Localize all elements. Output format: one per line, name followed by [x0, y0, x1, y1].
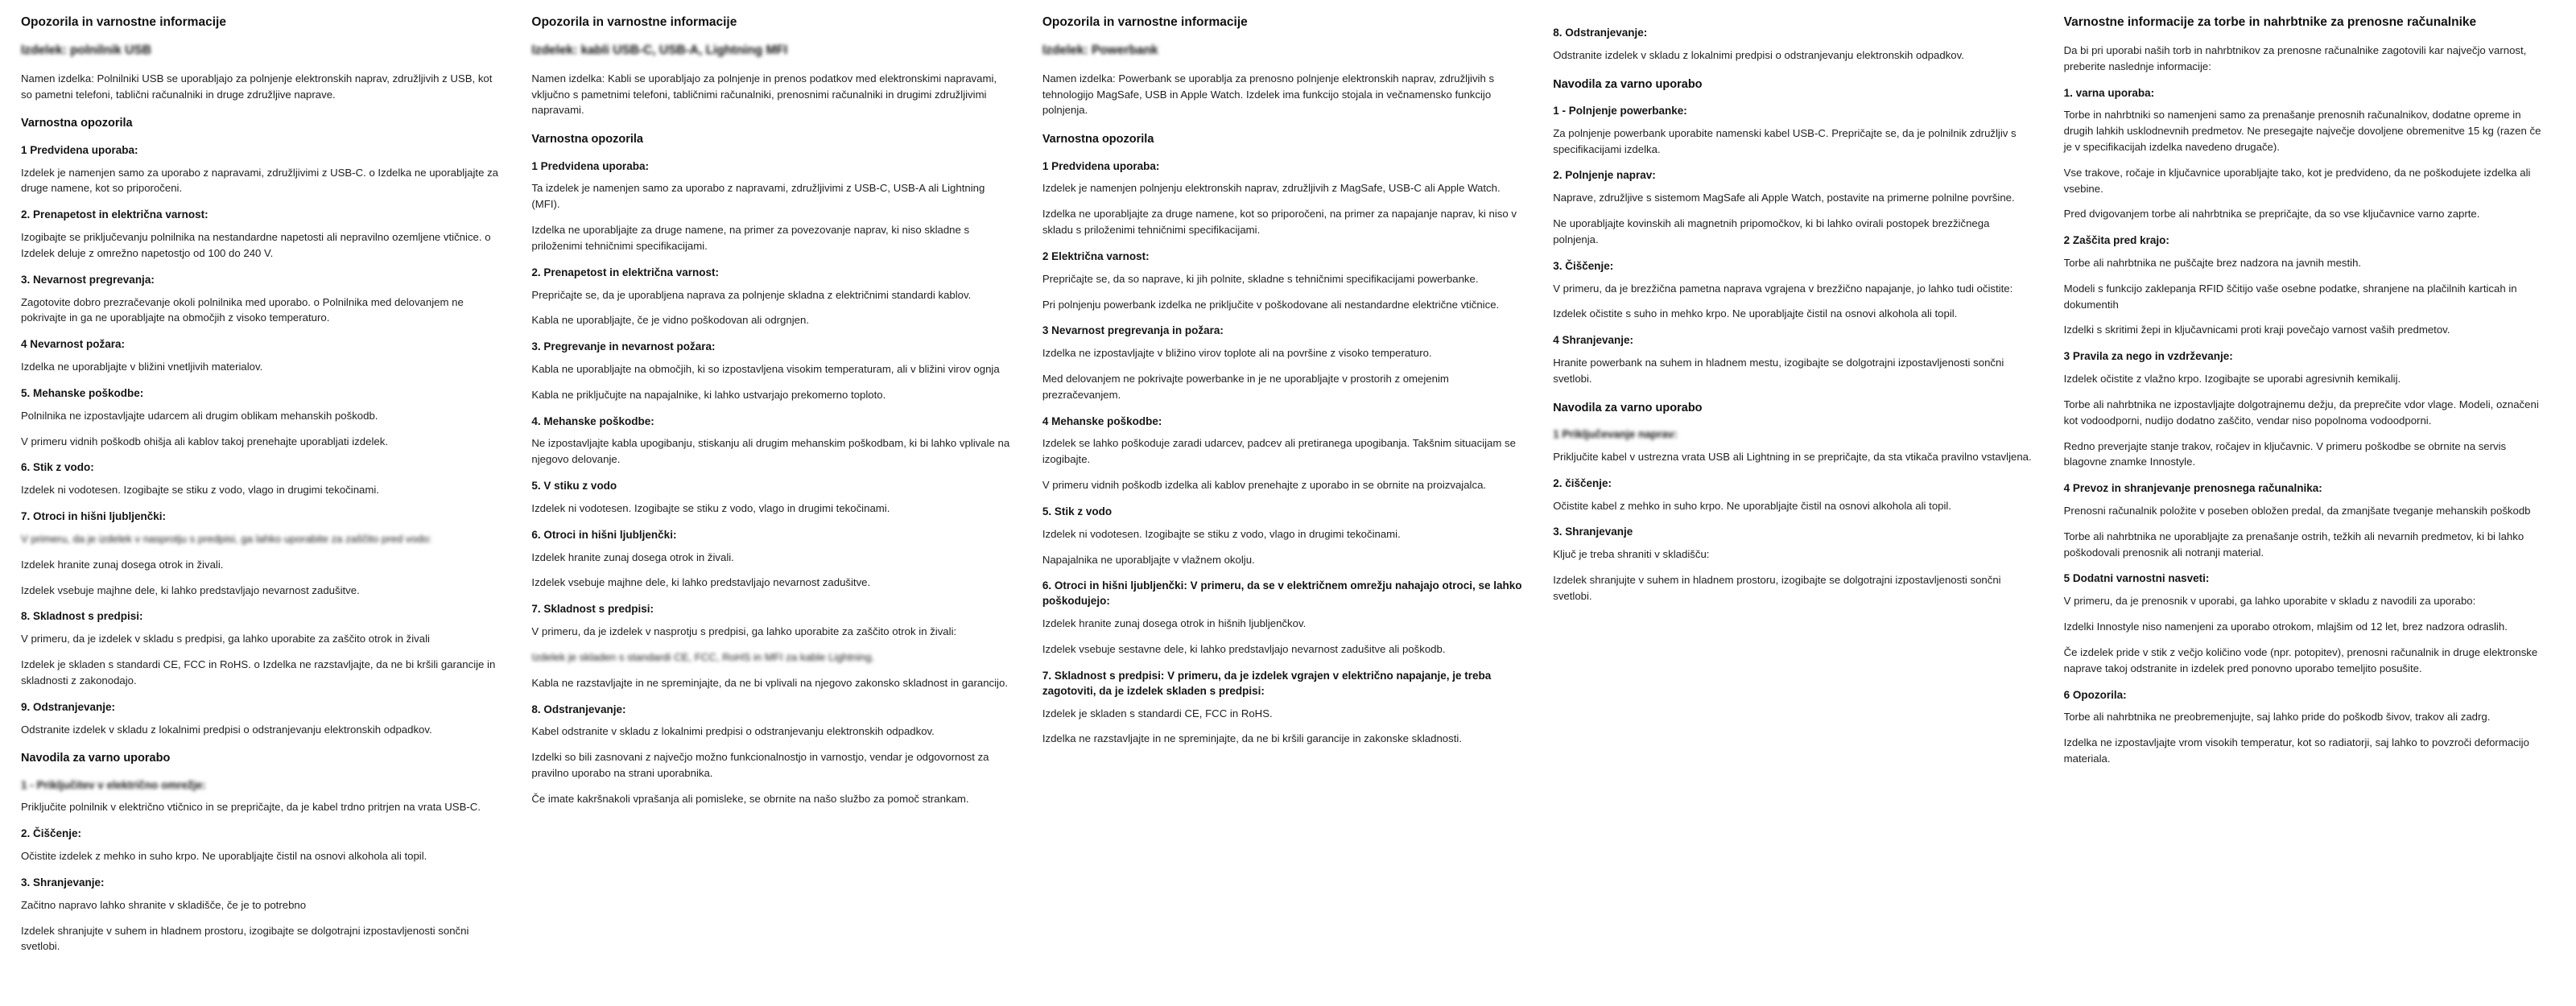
- column-usb-charger: [11, 14, 522, 1006]
- subsection-heading: 3. Shranjevanje:: [21, 876, 105, 888]
- subsection-heading: 8. Skladnost s predpisi:: [21, 610, 143, 623]
- subsection-heading: 3 Pravila za nego in vzdrževanje:: [2063, 350, 2233, 363]
- paragraph: Kabla ne uporabljajte, če je vidno poškodovan ali odrgnjen.: [531, 314, 809, 327]
- paragraph: Za polnjenje powerbank uporabite namenski kabel USB-C. Prepričajte se, da je polnilnik združljiv s specifikacijami izdelka.: [1553, 126, 2017, 155]
- section-heading: Navodila za varno uporabo: [21, 752, 171, 765]
- paragraph: Izdelek vsebuje majhne dele, ki lahko predstavljajo nevarnost zadušitve.: [531, 576, 871, 589]
- subsection-heading: 9. Odstranjevanje:: [21, 700, 116, 713]
- subsection-heading: 2. Prenapetost in električna varnost:: [21, 208, 208, 221]
- paragraph: Naprave, združljive s sistemom MagSafe ali Apple Watch, postavite na primerne polnilne površine.: [1553, 192, 2015, 204]
- paragraph: Izdelek shranjujte v suhem in hladnem prostoru, izogibajte se dolgotrajni izpostavljenosti sončni svetlobi.: [1553, 574, 2001, 602]
- section-title: Varnostne informacije za torbe in nahrbtnike za prenosne računalnike: [2063, 15, 2477, 29]
- paragraph: Začitno napravo lahko shranite v skladišče, če je to potrebno: [21, 898, 307, 911]
- paragraph: Če imate kakršnakoli vprašanja ali pomisleke, se obrnite na našo službo za pomoč strankam.: [531, 792, 969, 805]
- subsection-heading: 1 Predvidena uporaba:: [531, 159, 649, 172]
- paragraph: Izdelki so bili zasnovani z največjo možno funkcionalnostjo in varnostjo, vendar je odgovornost za pravilno uporabo na strani uporabnika.: [531, 751, 989, 779]
- paragraph: Torbe in nahrbtniki so namenjeni samo za prenašanje prenosnih računalnikov, dodatne opreme in drugih lahkih usklodnevnih predmetov. Ne presegajte največje dovoljene obremenitve 15 kg (razen če je v specifikacijah izdelka navedeno drugače).: [2063, 109, 2541, 153]
- paragraph: Pri polnjenju powerbank izdelka ne priključite v poškodovane ali nestandardne električne vtičnice.: [1042, 298, 1500, 311]
- subsection-heading: 2. Polnjenje naprav:: [1553, 169, 1656, 182]
- paragraph: Izdelek hranite zunaj dosega otrok in živali.: [531, 550, 734, 563]
- column-powerbank: [1033, 14, 1543, 1006]
- paragraph: Torbe ali nahrbtnika ne preobremenjujte, saj lahko pride do poškodb šivov, trakov ali zadrg.: [2063, 711, 2491, 724]
- paragraph: Izdelki Innostyle niso namenjeni za uporabo otrokom, mlajšim od 12 let, brez nadzora odraslih.: [2063, 621, 2508, 633]
- paragraph: V primeru, da je izdelek v nasprotju s predpisi, ga lahko uporabite za zaščito pred vodo:: [21, 532, 432, 545]
- paragraph: Izdelka ne izpostavljajte v bližino virov toplote ali na površine z visoko temperaturo.: [1042, 347, 1432, 360]
- paragraph: Izdelka ne uporabljajte za druge namene, kot so priporočeni, na primer za napajanje naprav, ki niso v skladu s priloženimi tehničnimi specifikacijami.: [1042, 208, 1517, 237]
- paragraph: Namen izdelka: Powerbank se uporablja za prenosno polnjenje elektronskih naprav, združljivih s tehnologijo MagSafe, USB in Apple Watch. Izdelek ima funkcijo stojala in večnamensko funkcijo polnjenja.: [1042, 72, 1495, 117]
- paragraph: Če izdelek pride v stik z večjo količino vode (npr. potopitev), prenosni računalnik in druge elektronske naprave takoj odstranite in izdelek pred ponovno uporabo temeljito posušite.: [2063, 645, 2538, 674]
- paragraph: Izdelek vsebuje sestavne dele, ki lahko predstavljajo nevarnost zadušitve ali poškodb.: [1042, 642, 1446, 655]
- paragraph: Kabel odstranite v skladu z lokalnimi predpisi o odstranjevanju elektronskih odpadkov.: [531, 725, 935, 738]
- subsection-heading: 2. čiščenje:: [1553, 476, 1612, 489]
- subsection-heading: 8. Odstranjevanje:: [1553, 27, 1648, 39]
- subsection-heading: 3. Shranjevanje: [1553, 526, 1633, 538]
- paragraph: Modeli s funkcijo zaklepanja RFID ščitijo vaše osebne podatke, shranjene na plačilnih karticah in dokumentih: [2063, 282, 2517, 311]
- product-name: Izdelek: Powerbank: [1042, 43, 1158, 57]
- paragraph: Izdelka ne uporabljajte v bližini vnetljivih materialov.: [21, 361, 263, 373]
- paragraph: Hranite powerbank na suhem in hladnem mestu, izogibajte se dolgotrajni izpostavljenosti sončni svetlobi.: [1553, 357, 2004, 385]
- subsection-heading: 1. varna uporaba:: [2063, 86, 2155, 99]
- section-heading: Varnostna opozorila: [531, 133, 643, 146]
- section-title: Opozorila in varnostne informacije: [531, 15, 737, 29]
- paragraph: Da bi pri uporabi naših torb in nahrbtnikov za prenosne računalnike zagotovili kar največjo varnost, preberite naslednje informacije:: [2063, 43, 2527, 72]
- paragraph: Očistite izdelek z mehko in suho krpo. Ne uporabljajte čistil na osnovi alkohola ali topil.: [21, 850, 427, 863]
- paragraph: Izogibajte se priključevanju polnilnika na nestandardne napetosti ali nepravilno ozemljene vtičnice. o Izdelek deluje z omrežno napetostjo od 100 do 240 V.: [21, 231, 491, 259]
- paragraph: Odstranite izdelek v skladu z lokalnimi predpisi o odstranjevanju elektronskih odpadkov.: [21, 723, 432, 736]
- product-name: Izdelek: kabli USB-C, USB-A, Lightning MFI: [531, 43, 788, 57]
- subsection-heading: 3 Nevarnost pregrevanja in požara:: [1042, 324, 1224, 337]
- subsection-heading: 6 Opozorila:: [2063, 688, 2127, 701]
- paragraph: Torbe ali nahrbtnika ne uporabljajte za prenašanje ostrih, težkih ali nevarnih predmetov, ki bi lahko poškodovali prenosnik ali notranji material.: [2063, 530, 2524, 559]
- paragraph: Zagotovite dobro prezračevanje okoli polnilnika med uporabo. o Polnilnika med delovanjem ne pokrivajte in ga ne uporabljajte na območjih z visoko temperaturo.: [21, 295, 464, 324]
- product-name: Izdelek: polnilnik USB: [21, 43, 151, 57]
- paragraph: Torbe ali nahrbtnika ne izpostavljajte dolgotrajnemu dežju, da preprečite vdor vlage. Modeli, označeni kot vodoodporni, nudijo dodatno zaščito, vendar niso popolnoma vodoodporni.: [2063, 398, 2539, 427]
- paragraph: Torbe ali nahrbtnika ne puščajte brez nadzora na javnih mestih.: [2063, 257, 2362, 270]
- paragraph: V primeru, da je brezžična pametna naprava vgrajena v brezžično napajanje, jo lahko tudi očistite:: [1553, 282, 2013, 295]
- paragraph: Izdelek se lahko poškoduje zaradi udarcev, padcev ali pretiranega upogibanja. Takšnim situacijam se izogibajte.: [1042, 437, 1516, 466]
- column-bags-backpacks: [2054, 14, 2565, 1006]
- section-heading: Navodila za varno uporabo: [1553, 401, 1703, 414]
- subsection-heading: 1 - Priključitev v električno omrežje:: [21, 778, 206, 791]
- paragraph: Izdelek očistite z vlažno krpo. Izogibajte se uporabi agresivnih kemikalij.: [2063, 373, 2401, 385]
- section-title: Opozorila in varnostne informacije: [21, 15, 226, 29]
- paragraph: Izdelek je namenjen samo za uporabo z napravami, združljivimi z USB-C. o Izdelka ne uporabljajte za druge namene, kot so priporočeni.: [21, 166, 498, 195]
- subsection-heading: 3. Pregrevanje in nevarnost požara:: [531, 340, 716, 353]
- subsection-heading: 6. Otroci in hišni ljubljenčki: V primeru, da se v električnem omrežju nahajajo otroci, se lahko poškodujejo:: [1042, 579, 1522, 608]
- paragraph: Kabla ne priključujte na napajalnike, ki lahko ustvarjajo prekomerno toploto.: [531, 388, 886, 401]
- paragraph: Izdelek shranjujte v suhem in hladnem prostoru, izogibajte se dolgotrajni izpostavljenosti sončni svetlobi.: [21, 924, 469, 953]
- paragraph: Izdelka ne razstavljajte in ne spreminjajte, da ne bi kršili garancije in zakonske skladnosti.: [1042, 732, 1462, 745]
- paragraph: V primeru, da je izdelek v skladu s predpisi, ga lahko uporabite za zaščito otrok in živali: [21, 633, 430, 645]
- paragraph: Priključite polnilnik v električno vtičnico in se prepričajte, da je kabel trdno pritrjen na vrata USB-C.: [21, 801, 481, 814]
- paragraph: Med delovanjem ne pokrivajte powerbanke in je ne uporabljajte v prostorih z omejenim prezračevanjem.: [1042, 372, 1449, 401]
- paragraph: Očistite kabel z mehko in suho krpo. Ne uporabljajte čistil na osnovi alkohola ali topil.: [1553, 499, 1952, 512]
- subsection-heading: 6. Stik z vodo:: [21, 461, 94, 474]
- paragraph: Prepričajte se, da je uporabljena naprava za polnjenje skladna z električnimi standardi kablov.: [531, 288, 972, 301]
- paragraph: Kabla ne uporabljajte na območjih, ki so izpostavljena visokim temperaturam, ali v bližini virov ognja: [531, 362, 1000, 375]
- subsection-heading: 5 Dodatni varnostni nasveti:: [2063, 572, 2210, 585]
- paragraph: Ključ je treba shraniti v skladišču:: [1553, 548, 1710, 561]
- subsection-heading: 5. V stiku z vodo: [531, 480, 617, 493]
- paragraph: Izdelka ne izpostavljajte vrom visokih temperatur, kot so radiatorji, saj lahko to povzroči deformacijo materiala.: [2063, 736, 2529, 765]
- paragraph: Polnilnika ne izpostavljajte udarcem ali drugim oblikam mehanskih poškodb.: [21, 409, 378, 422]
- subsection-heading: 1 - Polnjenje powerbanke:: [1553, 104, 1687, 117]
- paragraph: Izdelek je skladen s standardi CE, FCC in RoHS. o Izdelka ne razstavljajte, da ne bi kršili garancije in skladnosti z zakonodajo.: [21, 658, 496, 686]
- section-title: Opozorila in varnostne informacije: [1042, 15, 1248, 29]
- paragraph: V primeru, da je izdelek v nasprotju s predpisi, ga lahko uporabite za zaščito otrok in živali:: [531, 625, 957, 638]
- subsection-heading: 4 Prevoz in shranjevanje prenosnega računalnika:: [2063, 482, 2322, 495]
- paragraph: Odstranite izdelek v skladu z lokalnimi predpisi o odstranjevanju elektronskih odpadkov.: [1553, 48, 1964, 61]
- subsection-heading: 5. Stik z vodo: [1042, 505, 1113, 517]
- paragraph: Kabla ne razstavljajte in ne spreminjajte, da ne bi vplivali na njegovo zakonsko skladnost in garancijo.: [531, 676, 1008, 689]
- paragraph: Vse trakove, ročaje in ključavnice uporabljajte tako, kot je predvideno, da ne poškodujete izdelka ali vsebine.: [2063, 166, 2531, 195]
- paragraph: Pred dvigovanjem torbe ali nahrbtnika se prepričajte, da so vse ključavnice varno zaprte.: [2063, 208, 2480, 221]
- subsection-heading: 7. Skladnost s predpisi:: [531, 603, 654, 616]
- paragraph: Ta izdelek je namenjen samo za uporabo z napravami, združljivimi z USB-C, USB-A ali Lightning (MFI).: [531, 182, 985, 211]
- paragraph: Izdelek je namenjen polnjenju elektronskih naprav, združljivih z MagSafe, USB-C ali Apple Watch.: [1042, 182, 1501, 195]
- subsection-heading: 2 Zaščita pred krajo:: [2063, 234, 2169, 247]
- paragraph: Izdelek hranite zunaj dosega otrok in hišnih ljubljenčkov.: [1042, 617, 1307, 630]
- paragraph: Priključite kabel v ustrezna vrata USB ali Lightning in se prepričajte, da sta vtikača pravilno vstavljena.: [1553, 450, 2032, 463]
- subsection-heading: 4 Nevarnost požara:: [21, 338, 126, 351]
- subsection-heading: 2 Električna varnost:: [1042, 249, 1150, 262]
- section-heading: Navodila za varno uporabo: [1553, 77, 1703, 91]
- paragraph: Izdelek ni vodotesen. Izogibajte se stiku z vodo, vlago in drugimi tekočinami.: [531, 501, 890, 514]
- paragraph: Ne izpostavljajte kabla upogibanju, stiskanju ali drugim mehanskim poškodbam, ki bi lahko vplivale na njegovo delovanje.: [531, 437, 1010, 466]
- subsection-heading: 3. Čiščenje:: [1553, 259, 1614, 272]
- subsection-heading: 1 Predvidena uporaba:: [1042, 159, 1160, 172]
- subsection-heading: 4 Shranjevanje:: [1553, 334, 1634, 347]
- paragraph: Namen izdelka: Polnilniki USB se uporabljajo za polnjenje elektronskih naprav, združljivih z USB, kot so pametni telefoni, tablični računalniki in druge združljive naprave.: [21, 72, 493, 101]
- paragraph: Izdelki s skritimi žepi in ključavnicami proti kraji povečajo varnost vaših predmetov.: [2063, 324, 2450, 336]
- subsection-heading: 2. Čiščenje:: [21, 827, 82, 840]
- subsection-heading: 1 Predvidena uporaba:: [21, 143, 138, 156]
- subsection-heading: 8. Odstranjevanje:: [531, 703, 626, 715]
- paragraph: Redno preverjajte stanje trakov, ročajev in ključavnic. V primeru poškodbe se obrnite na servis blagovne znamke Innostyle.: [2063, 439, 2507, 468]
- paragraph: Izdelek ni vodotesen. Izogibajte se stiku z vodo, vlago in drugimi tekočinami.: [21, 484, 379, 497]
- paragraph: Prepričajte se, da so naprave, ki jih polnite, skladne s tehničnimi specifikacijami powerbanke.: [1042, 272, 1479, 285]
- paragraph: Izdelek vsebuje majhne dele, ki lahko predstavljajo nevarnost zadušitve.: [21, 583, 360, 596]
- subsection-heading: 1 Priključevanje naprav:: [1553, 428, 1678, 441]
- subsection-heading: 7. Otroci in hišni ljubljenčki:: [21, 510, 167, 523]
- column-powerbank-continued: [1543, 14, 2054, 1006]
- paragraph: Napajalnika ne uporabljajte v vlažnem okolju.: [1042, 553, 1255, 566]
- paragraph: Izdelek je skladen s standardi CE, FCC, RoHS in MFI za kable Lightning.: [531, 650, 875, 663]
- subsection-heading: 2. Prenapetost in električna varnost:: [531, 266, 719, 278]
- section-heading: Varnostna opozorila: [21, 117, 133, 130]
- paragraph: Prenosni računalnik položite v poseben obložen predal, da zmanjšate tveganje mehanskih poškodb: [2063, 505, 2531, 517]
- section-heading: Varnostna opozorila: [1042, 133, 1154, 146]
- paragraph: Namen izdelka: Kabli se uporabljajo za polnjenje in prenos podatkov med elektronskimi napravami, vključno s pametnimi telefoni, tabličnimi računalniki, prenosnimi računalniki in drugimi združljivimi napravami.: [531, 72, 997, 117]
- subsection-heading: 7. Skladnost s predpisi: V primeru, da je izdelek vgrajen v električno napajanje, je treba zagotoviti, da je izdelek skladen s predpisi:: [1042, 669, 1492, 697]
- subsection-heading: 6. Otroci in hišni ljubljenčki:: [531, 528, 677, 541]
- paragraph: V primeru vidnih poškodb izdelka ali kablov prenehajte z uporabo in se obrnite na proizvajalca.: [1042, 479, 1487, 492]
- paragraph: Izdelek hranite zunaj dosega otrok in živali.: [21, 558, 224, 571]
- paragraph: V primeru, da je prenosnik v uporabi, ga lahko uporabite v skladu z navodili za uporabo:: [2063, 595, 2476, 608]
- paragraph: Izdelek je skladen s standardi CE, FCC in RoHS.: [1042, 707, 1273, 719]
- paragraph: Izdelek ni vodotesen. Izogibajte se stiku z vodo, vlago in drugimi tekočinami.: [1042, 527, 1401, 540]
- column-cables: [522, 14, 1032, 1006]
- subsection-heading: 3. Nevarnost pregrevanja:: [21, 273, 155, 286]
- paragraph: Izdelek očistite s suho in mehko krpo. Ne uporabljajte čistil na osnovi alkohola ali topil.: [1553, 307, 1958, 320]
- paragraph: Ne uporabljajte kovinskih ali magnetnih pripomočkov, ki bi lahko ovirali postopek brezžičnega polnjenja.: [1553, 217, 1990, 245]
- paragraph: Izdelka ne uporabljajte za druge namene, na primer za povezovanje naprav, ki niso skladne s priloženimi tehničnimi specifikacijami.: [531, 224, 970, 252]
- subsection-heading: 5. Mehanske poškodbe:: [21, 386, 144, 399]
- subsection-heading: 4. Mehanske poškodbe:: [531, 414, 654, 427]
- paragraph: V primeru vidnih poškodb ohišja ali kablov takoj prenehajte uporabljati izdelek.: [21, 435, 388, 447]
- subsection-heading: 4 Mehanske poškodbe:: [1042, 414, 1162, 427]
